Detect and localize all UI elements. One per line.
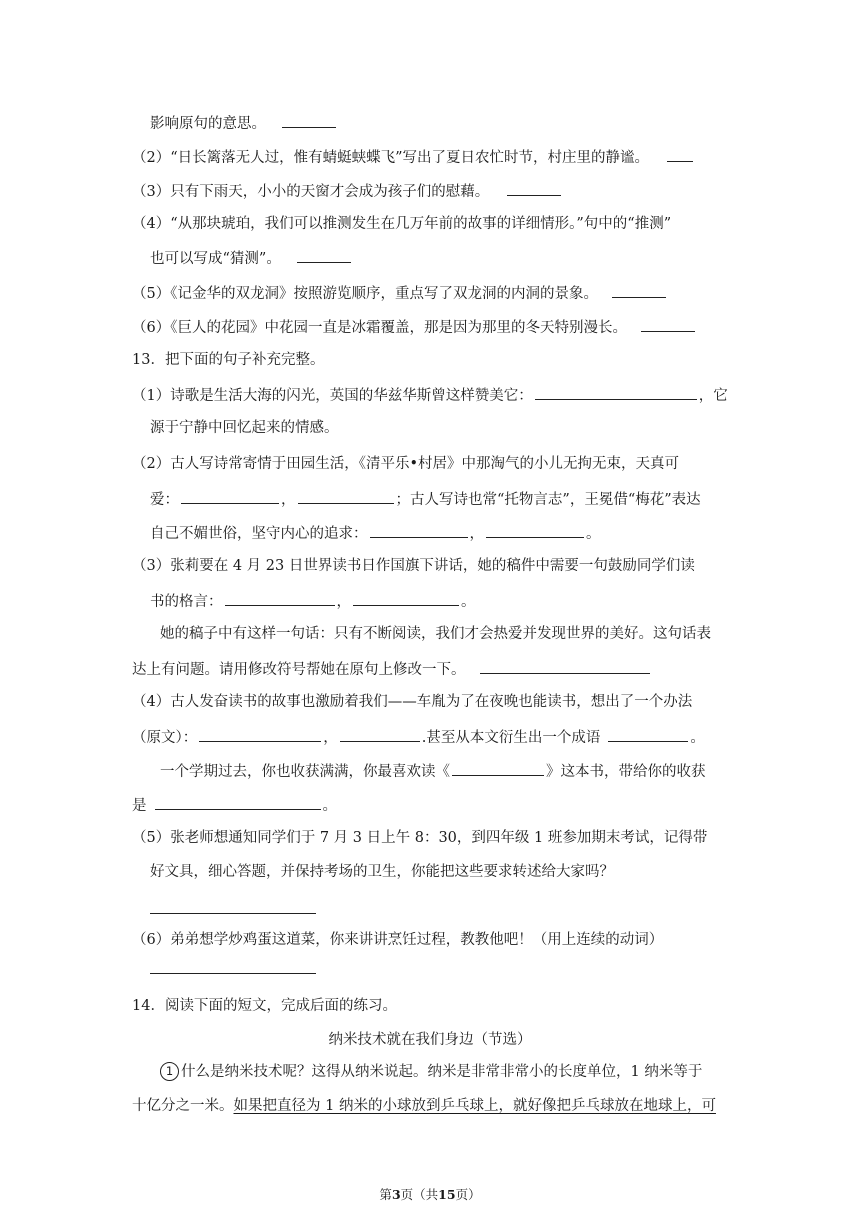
line-text: （1）诗歌是生活大海的闪光，英国的华兹华斯曾这样赞美它： bbox=[132, 388, 533, 404]
answer-blank[interactable] bbox=[486, 522, 584, 538]
answer-blank[interactable] bbox=[298, 488, 394, 504]
answer-blank[interactable] bbox=[370, 522, 468, 538]
footer-text: 页（共 bbox=[400, 1187, 439, 1202]
text-line bbox=[150, 488, 701, 510]
line-text: 一个学期过去，你也收获满满，你最喜欢读《 bbox=[160, 764, 450, 780]
question-heading bbox=[132, 350, 324, 370]
line-text: ， bbox=[336, 594, 351, 610]
answer-blank[interactable] bbox=[353, 590, 459, 606]
text-line bbox=[132, 282, 668, 304]
paragraph-number-badge: 1 bbox=[160, 1062, 179, 1081]
answer-blank[interactable] bbox=[282, 112, 336, 128]
line-text: ，它 bbox=[698, 388, 728, 404]
line-text: 也可以写成“猜测”。 bbox=[150, 251, 281, 267]
text-line bbox=[150, 247, 353, 269]
line-text: 。 bbox=[461, 594, 476, 610]
answer-blank[interactable] bbox=[297, 247, 351, 263]
text-line bbox=[150, 522, 601, 544]
text-line bbox=[132, 658, 652, 680]
line-text: （5）《记金华的双龙洞》按照游览顺序，重点写了双龙洞的内洞的景象。 bbox=[132, 286, 598, 302]
line-text: （3）只有下雨天，小小的天窗才会成为孩子们的慰藉。 bbox=[132, 184, 490, 200]
text-line bbox=[132, 180, 563, 202]
line-text: 是 bbox=[132, 798, 147, 814]
answer-blank[interactable] bbox=[612, 282, 666, 298]
text-line bbox=[132, 454, 679, 474]
line-text: 好文具，细心答题，并保持考场的卫生，你能把这些要求转述给大家吗？ bbox=[150, 864, 614, 880]
text-line bbox=[150, 590, 476, 612]
text-line bbox=[150, 112, 338, 134]
footer-text: 第 bbox=[379, 1187, 392, 1202]
text-line bbox=[132, 316, 697, 338]
answer-blank[interactable] bbox=[199, 726, 321, 742]
line-text: ， bbox=[323, 730, 338, 746]
footer-text: 页） bbox=[455, 1187, 481, 1202]
line-text: 纳米技术就在我们身边（节选） bbox=[328, 1032, 532, 1048]
line-text: 影响原句的意思。 bbox=[150, 116, 266, 132]
text-line bbox=[132, 828, 707, 848]
answer-blank[interactable] bbox=[641, 316, 695, 332]
line-text: 十亿分之一米。 bbox=[132, 1098, 234, 1114]
line-text: （2）“日长篱落无人过，惟有蜻蜓蛱蝶飞”写出了夏日农忙时节，村庄里的静谧。 bbox=[132, 150, 650, 166]
line-text: （6）弟弟想学炒鸡蛋这道菜，你来讲讲烹饪过程，教教他吧！（用上连续的动词） bbox=[132, 932, 664, 948]
answer-line[interactable] bbox=[150, 958, 316, 974]
text-line bbox=[132, 726, 705, 748]
line-text: 爱： bbox=[150, 492, 179, 508]
line-text: 13．把下面的句子补充完整。 bbox=[132, 352, 325, 368]
answer-blank[interactable] bbox=[667, 146, 693, 162]
underlined-sentence: 如果把直径为 1 纳米的小球放到乒乓球上，就好像把乒乓球放在地球上，可 bbox=[233, 1098, 716, 1114]
line-text: ；古人写诗也常“托物言志”，王冕借“梅花”表达 bbox=[395, 492, 701, 508]
line-text: （原文）： bbox=[132, 730, 198, 746]
answer-blank[interactable] bbox=[452, 760, 544, 776]
text-line bbox=[150, 418, 339, 438]
line-text: 。 bbox=[586, 526, 601, 542]
line-text: 自己不媚世俗，坚守内心的追求： bbox=[150, 526, 368, 542]
line-text: （5）张老师想通知同学们于 7 月 3 日上午 8：30，到四年级 1 班参加期末考试，记得带 bbox=[132, 830, 708, 846]
answer-blank[interactable] bbox=[480, 658, 650, 674]
line-text: ， bbox=[281, 492, 296, 508]
line-text: 她的稿子中有这样一句话：只有不断阅读，我们才会热爱并发现世界的美好。这句话表 bbox=[160, 626, 711, 642]
text-line bbox=[132, 556, 695, 576]
text-line bbox=[132, 146, 695, 168]
text-line bbox=[132, 794, 337, 816]
answer-blank[interactable] bbox=[181, 488, 279, 504]
passage-title bbox=[0, 1030, 860, 1050]
line-text: （6）《巨人的花园》中花园一直是冰霜覆盖，那是因为那里的冬天特别漫长。 bbox=[132, 320, 627, 336]
answer-blank[interactable] bbox=[155, 794, 321, 810]
line-text: 源于宁静中回忆起来的情感。 bbox=[150, 420, 339, 436]
page-footer bbox=[0, 1186, 860, 1204]
text-line bbox=[132, 1096, 716, 1116]
line-text: （4）古人发奋读书的故事也激励着我们——车胤为了在夜晚也能读书，想出了一个办法 bbox=[132, 694, 693, 710]
text-line bbox=[160, 1062, 702, 1082]
text-line bbox=[132, 384, 728, 406]
line-text: 》这本书，带给你的收获 bbox=[546, 764, 706, 780]
line-text: 。 bbox=[690, 730, 705, 746]
answer-blank[interactable] bbox=[507, 180, 561, 196]
line-text: （4）“从那块琥珀，我们可以推测发生在几万年前的故事的详细情形。”句中的“推测” bbox=[132, 216, 672, 232]
line-text: ， bbox=[469, 526, 484, 542]
text-line bbox=[132, 930, 663, 950]
answer-blank[interactable] bbox=[608, 726, 688, 742]
line-text: 。 bbox=[322, 798, 337, 814]
answer-line[interactable] bbox=[150, 898, 316, 914]
answer-blank[interactable] bbox=[535, 384, 697, 400]
answer-blank[interactable] bbox=[340, 726, 420, 742]
line-text: （3）张莉要在 4 月 23 日世界读书日作国旗下讲话，她的稿件中需要一句鼓励同学们读 bbox=[132, 558, 695, 574]
total-pages: 15 bbox=[438, 1187, 456, 1202]
question-heading bbox=[132, 996, 397, 1016]
line-text: （2）古人写诗常寄情于田园生活，《清平乐•村居》中那淘气的小儿无拘无束，天真可 bbox=[132, 456, 680, 472]
page-number: 3 bbox=[391, 1187, 401, 1202]
line-text: 达上有问题。请用修改符号帮她在原句上修改一下。 bbox=[132, 662, 466, 678]
text-line bbox=[160, 624, 711, 644]
text-line bbox=[160, 760, 706, 782]
line-text: 什么是纳米技术呢？这得从纳米说起。纳米是非常非常小的长度单位，1 纳米等于 bbox=[181, 1064, 703, 1080]
text-line bbox=[150, 862, 614, 882]
text-line bbox=[132, 214, 671, 234]
answer-blank[interactable] bbox=[225, 590, 335, 606]
line-text: .甚至从本文衍生出一个成语 bbox=[421, 730, 601, 746]
line-text: 14．阅读下面的短文，完成后面的练习。 bbox=[132, 998, 397, 1014]
line-text: 书的格言： bbox=[150, 594, 223, 610]
text-line bbox=[132, 692, 692, 712]
